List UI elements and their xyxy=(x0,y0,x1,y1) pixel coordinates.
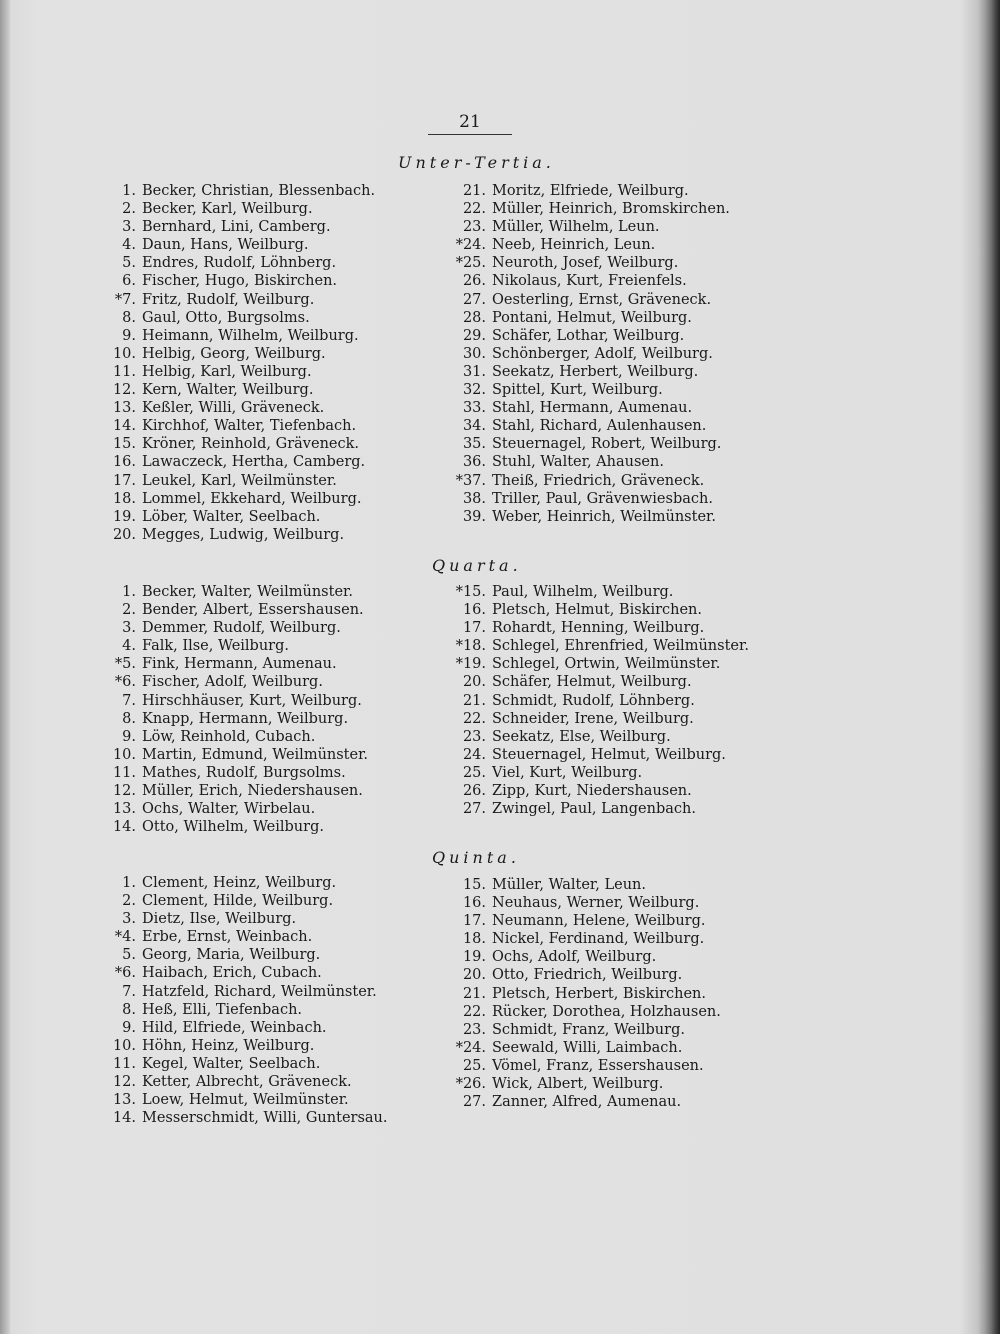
entry-number: *18. xyxy=(455,638,486,655)
list-item xyxy=(450,692,749,710)
entry-name: Dietz, Ilse, Weilburg. xyxy=(142,911,297,928)
list-item xyxy=(100,1001,388,1019)
entry-name: Becker, Karl, Weilburg. xyxy=(142,201,313,218)
entry-number: *4. xyxy=(114,929,136,946)
list-item xyxy=(450,345,730,363)
entry-name: Paul, Wilhelm, Weilburg. xyxy=(492,584,674,600)
entry-name: Müller, Heinrich, Bromskirchen. xyxy=(492,201,730,218)
entry-name: Otto, Friedrich, Weilburg. xyxy=(492,967,683,984)
list-item xyxy=(450,254,730,272)
entry-number: 12. xyxy=(112,382,136,399)
list-item xyxy=(100,800,368,818)
entry-number: 3. xyxy=(122,219,136,236)
entry-number: 29. xyxy=(462,327,486,344)
list-item xyxy=(100,583,368,601)
list-item xyxy=(100,692,368,710)
entry-number: 15. xyxy=(462,877,486,893)
entry-name: Neumann, Helene, Weilburg. xyxy=(492,913,706,930)
entry-name: Spittel, Kurt, Weilburg. xyxy=(492,382,663,399)
entry-name: Kröner, Reinhold, Gräveneck. xyxy=(142,436,360,453)
entry-number: *26. xyxy=(455,1076,486,1093)
entry-number: 28. xyxy=(462,309,486,326)
entry-name: Seekatz, Herbert, Weilburg. xyxy=(492,363,699,380)
entry-number: 10. xyxy=(112,1037,136,1054)
list-item xyxy=(450,363,730,381)
entry-number: 7. xyxy=(122,983,136,1000)
list-item xyxy=(100,1109,388,1127)
list-item xyxy=(450,764,749,782)
list-item xyxy=(100,1091,388,1109)
entry-number: 24. xyxy=(462,746,486,763)
entry-name: Vömel, Franz, Essershausen. xyxy=(492,1057,704,1074)
entry-name: Ketter, Albrecht, Gräveneck. xyxy=(142,1074,352,1091)
page-spine-shadow xyxy=(0,0,10,1334)
entry-number: 20. xyxy=(462,674,486,691)
entry-name: Wick, Albert, Weilburg. xyxy=(492,1076,664,1093)
entry-name: Bernhard, Lini, Camberg. xyxy=(142,219,331,236)
list-item xyxy=(100,309,375,327)
list-item xyxy=(450,728,749,746)
entry-number: 14. xyxy=(112,418,136,435)
entry-name: Hild, Elfriede, Weinbach. xyxy=(142,1019,327,1036)
list-item xyxy=(450,200,730,218)
entry-number: 11. xyxy=(112,363,136,380)
page-number: 21 xyxy=(459,112,481,132)
entry-name: Daun, Hans, Weilburg. xyxy=(142,237,309,254)
entry-number: 21. xyxy=(462,183,486,199)
list-item xyxy=(100,874,388,892)
entry-name: Clement, Heinz, Weilburg. xyxy=(142,875,337,891)
entry-name: Heß, Elli, Tiefenbach. xyxy=(142,1001,303,1018)
list-item xyxy=(450,472,730,490)
entry-name: Rohardt, Henning, Weilburg. xyxy=(492,620,705,637)
list-item xyxy=(450,637,749,655)
list-item xyxy=(450,236,730,254)
entry-name: Loew, Helmut, Weilmünster. xyxy=(142,1092,349,1109)
list-item xyxy=(450,435,730,453)
list-quarta-right xyxy=(450,583,749,818)
entry-name: Höhn, Heinz, Weilburg. xyxy=(142,1037,315,1054)
entry-name: Zipp, Kurt, Niedershausen. xyxy=(492,783,692,800)
entry-number: 16. xyxy=(462,895,486,912)
entry-name: Schlegel, Ehrenfried, Weilmünster. xyxy=(492,638,749,655)
list-item xyxy=(100,946,388,964)
list-item xyxy=(100,818,368,836)
entry-name: Neuroth, Josef, Weilburg. xyxy=(492,255,679,272)
entry-number: 27. xyxy=(462,1094,486,1111)
entry-name: Becker, Christian, Blessenbach. xyxy=(142,183,376,199)
entry-number: 39. xyxy=(462,508,486,525)
entry-number: 12. xyxy=(112,1074,136,1091)
list-item xyxy=(450,619,749,637)
entry-name: Zwingel, Paul, Langenbach. xyxy=(492,801,696,818)
entry-name: Haibach, Erich, Cubach. xyxy=(142,965,322,982)
entry-name: Nikolaus, Kurt, Freienfels. xyxy=(492,273,687,290)
entry-name: Otto, Wilhelm, Weilburg. xyxy=(142,819,324,836)
list-item xyxy=(450,1093,721,1111)
list-item xyxy=(450,1003,721,1021)
entry-name: Lommel, Ekkehard, Weilburg. xyxy=(142,490,362,507)
list-item xyxy=(100,291,375,309)
entry-name: Moritz, Elfriede, Weilburg. xyxy=(492,183,689,199)
entry-name: Falk, Ilse, Weilburg. xyxy=(142,638,289,655)
entry-number: 23. xyxy=(462,219,486,236)
entry-name: Bender, Albert, Essershausen. xyxy=(142,602,364,619)
entry-number: 35. xyxy=(462,436,486,453)
entry-name: Stahl, Richard, Aulenhausen. xyxy=(492,418,707,435)
entry-number: *5. xyxy=(114,656,136,673)
entry-name: Schlegel, Ortwin, Weilmünster. xyxy=(492,656,721,673)
entry-number: 19. xyxy=(112,508,136,525)
entry-number: 22. xyxy=(462,1003,486,1020)
entry-number: 27. xyxy=(462,801,486,818)
entry-name: Schneider, Irene, Weilburg. xyxy=(492,710,694,727)
entry-number: 7. xyxy=(122,692,136,709)
list-unter-tertia-left xyxy=(100,182,375,544)
entry-name: Kirchhof, Walter, Tiefenbach. xyxy=(142,418,357,435)
list-item xyxy=(450,327,730,345)
list-item xyxy=(450,876,721,894)
entry-number: 38. xyxy=(462,490,486,507)
section-heading-quarta: Quarta. xyxy=(432,556,522,575)
list-item xyxy=(450,291,730,309)
entry-name: Fischer, Adolf, Weilburg. xyxy=(142,674,323,691)
entry-number: *7. xyxy=(114,291,136,308)
entry-name: Steuernagel, Helmut, Weilburg. xyxy=(492,746,726,763)
entry-number: 2. xyxy=(122,893,136,910)
entry-name: Ochs, Adolf, Weilburg. xyxy=(492,949,657,966)
list-item xyxy=(100,1019,388,1037)
list-item xyxy=(100,928,388,946)
entry-number: 8. xyxy=(122,710,136,727)
entry-number: 9. xyxy=(122,327,136,344)
entry-name: Knapp, Hermann, Weilburg. xyxy=(142,710,349,727)
list-item xyxy=(100,254,375,272)
list-item xyxy=(450,309,730,327)
entry-number: 22. xyxy=(462,710,486,727)
list-item xyxy=(100,655,368,673)
entry-name: Demmer, Rudolf, Weilburg. xyxy=(142,620,341,637)
list-item xyxy=(100,218,375,236)
entry-name: Triller, Paul, Grävenwiesbach. xyxy=(492,490,713,507)
entry-name: Lawaczeck, Hertha, Camberg. xyxy=(142,454,366,471)
list-item xyxy=(100,526,375,544)
list-item xyxy=(450,800,749,818)
entry-number: 8. xyxy=(122,309,136,326)
list-item xyxy=(100,182,375,200)
entry-number: 2. xyxy=(122,201,136,218)
entry-name: Megges, Ludwig, Weilburg. xyxy=(142,526,345,543)
list-item xyxy=(100,619,368,637)
list-item xyxy=(100,764,368,782)
list-quinta-left xyxy=(100,874,388,1127)
list-item xyxy=(450,782,749,800)
entry-name: Endres, Rudolf, Löhnberg. xyxy=(142,255,337,272)
list-item xyxy=(100,435,375,453)
entry-number: 19. xyxy=(462,949,486,966)
entry-name: Heimann, Wilhelm, Weilburg. xyxy=(142,327,359,344)
list-item xyxy=(100,892,388,910)
entry-name: Stuhl, Walter, Ahausen. xyxy=(492,454,664,471)
list-item xyxy=(100,272,375,290)
list-item xyxy=(450,508,730,526)
list-item xyxy=(100,490,375,508)
entry-name: Mathes, Rudolf, Burgsolms. xyxy=(142,764,346,781)
list-item xyxy=(100,363,375,381)
entry-name: Löber, Walter, Seelbach. xyxy=(142,508,321,525)
entry-name: Schäfer, Helmut, Weilburg. xyxy=(492,674,692,691)
entry-name: Stahl, Hermann, Aumenau. xyxy=(492,400,693,417)
list-item xyxy=(100,728,368,746)
entry-number: 6. xyxy=(122,273,136,290)
list-item xyxy=(450,182,730,200)
entry-number: 13. xyxy=(112,400,136,417)
list-item xyxy=(100,710,368,728)
entry-name: Pontani, Helmut, Weilburg. xyxy=(492,309,692,326)
list-item xyxy=(450,1039,721,1057)
page-edge-shadow xyxy=(978,0,1000,1334)
list-item xyxy=(100,472,375,490)
entry-name: Weber, Heinrich, Weilmünster. xyxy=(492,508,716,525)
entry-number: 32. xyxy=(462,382,486,399)
list-item xyxy=(450,746,749,764)
entry-number: 10. xyxy=(112,345,136,362)
list-item xyxy=(450,1075,721,1093)
entry-name: Erbe, Ernst, Weinbach. xyxy=(142,929,313,946)
entry-name: Pletsch, Helmut, Biskirchen. xyxy=(492,602,702,619)
entry-name: Messerschmidt, Willi, Guntersau. xyxy=(142,1110,388,1127)
list-item xyxy=(100,453,375,471)
list-item xyxy=(100,782,368,800)
entry-name: Theiß, Friedrich, Gräveneck. xyxy=(492,472,705,489)
page-number-rule xyxy=(428,134,512,135)
list-quinta-right xyxy=(450,876,721,1111)
entry-name: Schäfer, Lothar, Weilburg. xyxy=(492,327,685,344)
list-item xyxy=(450,985,721,1003)
entry-name: Leukel, Karl, Weilmünster. xyxy=(142,472,337,489)
entry-name: Fischer, Hugo, Biskirchen. xyxy=(142,273,338,290)
entry-number: 23. xyxy=(462,728,486,745)
entry-name: Oesterling, Ernst, Gräveneck. xyxy=(492,291,712,308)
list-item xyxy=(450,490,730,508)
entry-name: Pletsch, Herbert, Biskirchen. xyxy=(492,985,706,1002)
entry-name: Georg, Maria, Weilburg. xyxy=(142,947,321,964)
entry-name: Viel, Kurt, Weilburg. xyxy=(492,764,643,781)
list-item xyxy=(450,1021,721,1039)
entry-number: 23. xyxy=(462,1021,486,1038)
entry-number: 26. xyxy=(462,273,486,290)
entry-name: Zanner, Alfred, Aumenau. xyxy=(492,1094,682,1111)
list-item xyxy=(450,966,721,984)
entry-name: Kegel, Walter, Seelbach. xyxy=(142,1055,321,1072)
entry-number: 5. xyxy=(122,255,136,272)
list-item xyxy=(100,673,368,691)
entry-number: 20. xyxy=(462,967,486,984)
list-item xyxy=(450,655,749,673)
entry-number: 10. xyxy=(112,746,136,763)
list-item xyxy=(100,1037,388,1055)
entry-name: Clement, Hilde, Weilburg. xyxy=(142,893,334,910)
list-item xyxy=(100,381,375,399)
list-item xyxy=(450,399,730,417)
list-item xyxy=(450,930,721,948)
entry-name: Fink, Hermann, Aumenau. xyxy=(142,656,337,673)
list-item xyxy=(450,601,749,619)
entry-number: 31. xyxy=(462,363,486,380)
entry-name: Seewald, Willi, Laimbach. xyxy=(492,1039,683,1056)
list-item xyxy=(450,417,730,435)
entry-name: Neeb, Heinrich, Leun. xyxy=(492,237,656,254)
entry-number: 14. xyxy=(112,819,136,836)
entry-name: Hirschhäuser, Kurt, Weilburg. xyxy=(142,692,362,709)
entry-number: 9. xyxy=(122,1019,136,1036)
entry-number: 27. xyxy=(462,291,486,308)
entry-number: *6. xyxy=(114,965,136,982)
list-item xyxy=(100,200,375,218)
section-heading-quinta: Quinta. xyxy=(432,848,520,867)
list-item xyxy=(100,1073,388,1091)
list-item xyxy=(450,948,721,966)
entry-number: *15. xyxy=(455,584,486,600)
entry-name: Ochs, Walter, Wirbelau. xyxy=(142,801,316,818)
list-item xyxy=(450,912,721,930)
list-item xyxy=(100,746,368,764)
entry-name: Helbig, Georg, Weilburg. xyxy=(142,345,326,362)
entry-name: Keßler, Willi, Gräveneck. xyxy=(142,400,325,417)
entry-number: 30. xyxy=(462,345,486,362)
entry-name: Müller, Erich, Niedershausen. xyxy=(142,783,363,800)
list-item xyxy=(450,1057,721,1075)
entry-number: 14. xyxy=(112,1110,136,1127)
section-heading-unter-tertia: Unter-Tertia. xyxy=(398,153,555,172)
entry-number: 16. xyxy=(462,602,486,619)
entry-number: 20. xyxy=(112,526,136,543)
entry-number: 8. xyxy=(122,1001,136,1018)
entry-number: 2. xyxy=(122,602,136,619)
entry-number: 3. xyxy=(122,620,136,637)
entry-number: 26. xyxy=(462,783,486,800)
entry-name: Seekatz, Else, Weilburg. xyxy=(492,728,671,745)
list-item xyxy=(100,1055,388,1073)
list-item xyxy=(100,964,388,982)
list-item xyxy=(450,894,721,912)
entry-number: *24. xyxy=(455,1039,486,1056)
entry-number: *37. xyxy=(455,472,486,489)
entry-number: *19. xyxy=(455,656,486,673)
entry-name: Martin, Edmund, Weilmünster. xyxy=(142,746,369,763)
entry-number: 25. xyxy=(462,764,486,781)
entry-number: 16. xyxy=(112,454,136,471)
list-item xyxy=(100,236,375,254)
entry-name: Kern, Walter, Weilburg. xyxy=(142,382,314,399)
entry-number: 25. xyxy=(462,1057,486,1074)
entry-number: 21. xyxy=(462,985,486,1002)
entry-name: Schmidt, Rudolf, Löhnberg. xyxy=(492,692,695,709)
list-item xyxy=(100,508,375,526)
entry-name: Fritz, Rudolf, Weilburg. xyxy=(142,291,315,308)
entry-name: Neuhaus, Werner, Weilburg. xyxy=(492,895,700,912)
entry-name: Schmidt, Franz, Weilburg. xyxy=(492,1021,685,1038)
entry-name: Gaul, Otto, Burgsolms. xyxy=(142,309,310,326)
list-item xyxy=(450,583,749,601)
entry-number: 3. xyxy=(122,911,136,928)
list-item xyxy=(100,601,368,619)
entry-number: 33. xyxy=(462,400,486,417)
entry-number: 17. xyxy=(462,913,486,930)
entry-number: 17. xyxy=(462,620,486,637)
entry-number: 1. xyxy=(122,875,136,891)
entry-name: Becker, Walter, Weilmünster. xyxy=(142,584,353,600)
entry-number: 15. xyxy=(112,436,136,453)
entry-number: 17. xyxy=(112,472,136,489)
entry-number: 18. xyxy=(462,931,486,948)
entry-number: 18. xyxy=(112,490,136,507)
entry-name: Löw, Reinhold, Cubach. xyxy=(142,728,316,745)
entry-number: 22. xyxy=(462,201,486,218)
list-item xyxy=(450,673,749,691)
entry-number: *25. xyxy=(455,255,486,272)
list-item xyxy=(450,381,730,399)
entry-name: Steuernagel, Robert, Weilburg. xyxy=(492,436,722,453)
list-item xyxy=(100,345,375,363)
entry-number: *24. xyxy=(455,237,486,254)
list-item xyxy=(450,272,730,290)
entry-number: 21. xyxy=(462,692,486,709)
list-item xyxy=(100,399,375,417)
entry-number: 9. xyxy=(122,728,136,745)
entry-number: 1. xyxy=(122,183,136,199)
entry-number: 12. xyxy=(112,783,136,800)
entry-number: 1. xyxy=(122,584,136,600)
list-item xyxy=(100,417,375,435)
entry-name: Schönberger, Adolf, Weilburg. xyxy=(492,345,713,362)
entry-name: Rücker, Dorothea, Holzhausen. xyxy=(492,1003,721,1020)
entry-number: 11. xyxy=(112,1055,136,1072)
entry-name: Müller, Wilhelm, Leun. xyxy=(492,219,660,236)
entry-number: 4. xyxy=(122,237,136,254)
list-item xyxy=(450,218,730,236)
entry-number: 13. xyxy=(112,1092,136,1109)
entry-number: *6. xyxy=(114,674,136,691)
entry-number: 11. xyxy=(112,764,136,781)
entry-number: 5. xyxy=(122,947,136,964)
entry-number: 34. xyxy=(462,418,486,435)
list-item xyxy=(100,327,375,345)
entry-number: 36. xyxy=(462,454,486,471)
entry-name: Hatzfeld, Richard, Weilmünster. xyxy=(142,983,377,1000)
entry-name: Helbig, Karl, Weilburg. xyxy=(142,363,312,380)
list-item xyxy=(450,453,730,471)
entry-name: Müller, Walter, Leun. xyxy=(492,877,646,893)
entry-number: 13. xyxy=(112,801,136,818)
entry-number: 4. xyxy=(122,638,136,655)
list-item xyxy=(100,910,388,928)
list-unter-tertia-right xyxy=(450,182,730,526)
entry-name: Nickel, Ferdinand, Weilburg. xyxy=(492,931,705,948)
list-item xyxy=(100,983,388,1001)
list-item xyxy=(100,637,368,655)
list-quarta-left xyxy=(100,583,368,836)
list-item xyxy=(450,710,749,728)
